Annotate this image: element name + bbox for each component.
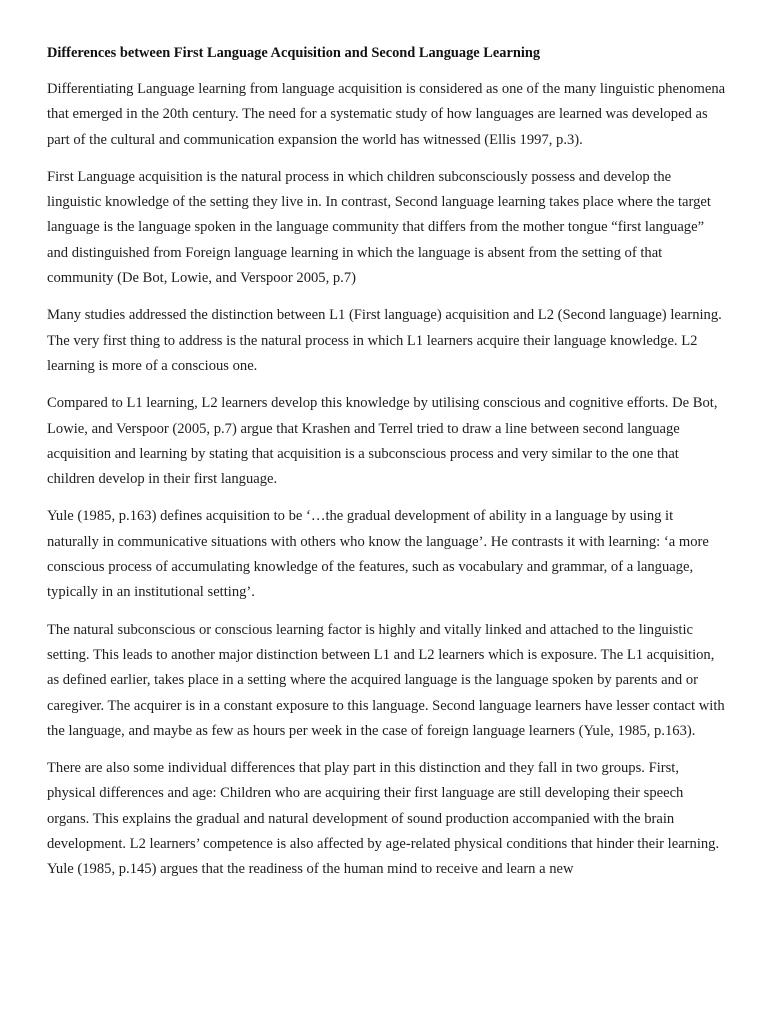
paragraph-5: Yule (1985, p.163) defines acquisition to be ‘…the gradual development of ability in a language by using it naturally in communicative situations with others who know the language’. He contrasts it with learning: ‘a more conscious process of accumulating knowledge of the features, such as vocabulary and grammar, of a language, typically in an institutional setting’. <box>47 508 709 601</box>
document-body <box>47 43 727 895</box>
paragraph-2: First Language acquisition is the natural process in which children subconsciously possess and develop the linguistic knowledge of the setting they live in. In contrast, Second language learning takes place where the target language is the language spoken in the language community that differs from the mother tongue “first language” and distinguished from Foreign language learning in which the language is absent from the setting of that community (De Bot, Lowie, and Verspoor 2005, p.7) <box>47 168 711 287</box>
paragraph-7: There are also some individual differences that play part in this distinction and they fall in two groups. First, physical differences and age: Children who are acquiring their first language are still developing their speech organs. This explains the gradual and natural development of sound production accompanied with the brain development. L2 learners’ competence is also affected by age-related physical conditions that hinder their learning. Yule (1985, p.145) argues that the readiness of the human mind to receive and learn a new <box>47 760 720 878</box>
paragraph-4: Compared to L1 learning, L2 learners develop this knowledge by utilising conscious and cognitive efforts. De Bot, Lowie, and Verspoor (2005, p.7) argue that Krashen and Terrel tried to draw a line between second language acquisition and learning by stating that acquisition is a subconscious process and very similar to the one that children develop in their first language. <box>47 395 718 488</box>
paragraph-6: The natural subconscious or conscious learning factor is highly and vitally linked and attached to the linguistic setting. This leads to another major distinction between L1 and L2 learners which is exposure. The L1 acquisition, as defined earlier, takes place in a setting where the acquired language is the language spoken by parents and or caregiver. The acquirer is in a constant exposure to this language. Second language learners have lesser contact with the language, and maybe as few as hours per week in the case of foreign language learners (Yule, 1985, p.163). <box>47 621 725 739</box>
paragraph-1: Differentiating Language learning from language acquisition is considered as one of the many linguistic phenomena that emerged in the 20th century. The need for a systematic study of how languages are learned was developed as part of the cultural and communication expansion the world has witnessed (Ellis 1997, p.3). <box>47 81 726 148</box>
document-title: Differences between First Language Acquisition and Second Language Learning <box>47 45 541 61</box>
paragraph-3: Many studies addressed the distinction between L1 (First language) acquisition and L2 (Second language) learning. The very first thing to address is the natural process in which L1 learners acquire their language knowledge. L2 learning is more of a conscious one. <box>47 307 722 374</box>
